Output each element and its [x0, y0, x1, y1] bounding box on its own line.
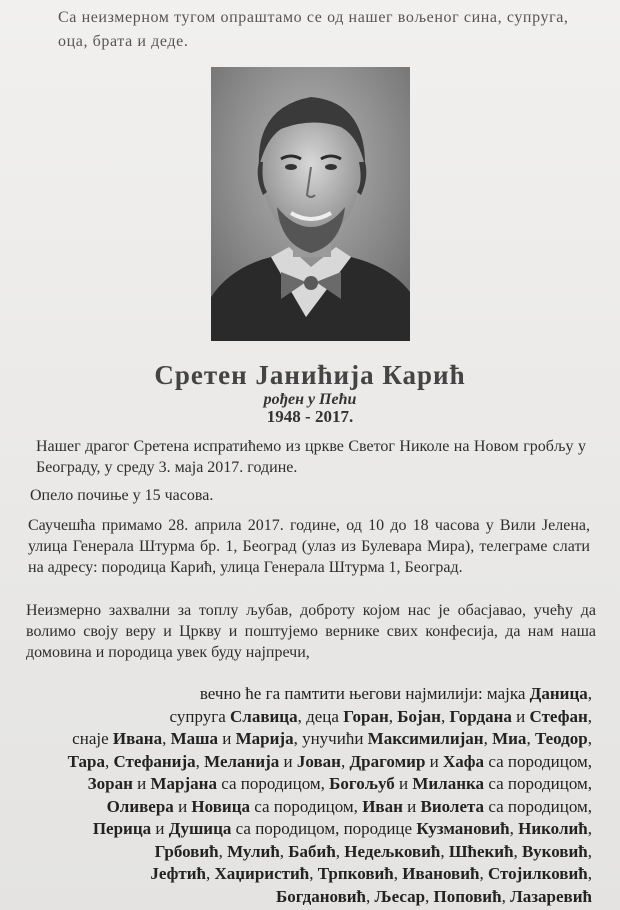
family-text: ,: [513, 841, 523, 861]
family-member-name: Иван: [362, 796, 403, 816]
family-member-name: Кузмановић: [416, 819, 510, 838]
family-text: и: [394, 774, 413, 793]
family-text: ,: [587, 841, 592, 861]
family-member-name: Лазаревић: [510, 886, 592, 906]
family-member-name: Стефанија: [113, 751, 196, 771]
family-text: ,: [587, 864, 592, 883]
family-member-name: Даница: [529, 684, 588, 703]
family-member-name: Маша: [170, 729, 218, 748]
family-text: са породицом,: [216, 774, 330, 793]
family-text: и: [173, 796, 192, 816]
family-member-name: Ивановић: [402, 864, 480, 883]
family-text: ,: [104, 751, 114, 771]
family-member-name: Бабић: [288, 841, 336, 861]
family-member-name: Мулић: [227, 841, 280, 861]
family-member-name: Драгомир: [349, 751, 426, 771]
family-text: и: [511, 706, 530, 726]
family-member-name: Јован: [296, 751, 341, 771]
family-text: ,: [501, 886, 511, 906]
family-member-name: Перица: [92, 819, 152, 838]
family-text: ,: [587, 819, 592, 838]
family-text: и: [279, 751, 297, 771]
family-text: ,: [279, 841, 289, 861]
family-member-name: Вуковић: [522, 841, 588, 861]
service-time-paragraph: Опело почиње у 15 часова.: [30, 487, 214, 504]
family-text: са породицом,: [484, 774, 592, 793]
family-member-name: Горан: [343, 706, 389, 726]
family-member-name: Максимилијан: [367, 729, 484, 748]
family-text: ,: [425, 886, 434, 906]
family-list: [14, 683, 592, 908]
family-member-name: Бојан: [397, 706, 441, 726]
family-member-name: Марија: [235, 729, 294, 748]
family-member-name: Хаџиристић: [214, 864, 310, 883]
family-line: [14, 728, 592, 751]
family-text: и: [402, 796, 421, 816]
family-text: ,: [366, 886, 375, 906]
portrait-photo: [211, 67, 410, 341]
family-text: са породицом,: [484, 751, 592, 771]
family-member-name: Зоран: [87, 774, 133, 793]
family-text: ,: [205, 864, 215, 883]
family-member-name: Богдановић: [276, 886, 367, 906]
family-member-name: Славица: [230, 706, 298, 726]
family-text: ,: [393, 864, 403, 883]
family-member-name: Богољуб: [329, 774, 395, 793]
condolences-paragraph: Саучешћа примамо 28. априла 2017. године, од 10 до 18 часова у Вили Јелена, улица Генерала Штурма бр. 1, Београд (улаз из Булевара Мира), телеграме слати на адресу: породица Карић, улица Генерала Штурма 1, Београд.: [28, 517, 590, 576]
family-text: ,: [587, 684, 592, 703]
family-text: са породицом,: [484, 796, 592, 816]
family-text: ,: [526, 729, 535, 748]
family-member-name: Стефан: [529, 706, 588, 726]
family-member-name: Новица: [191, 796, 250, 816]
family-line: [14, 683, 592, 706]
family-member-name: Поповић: [433, 886, 502, 906]
family-member-name: Марјана: [150, 774, 217, 793]
family-text: ,: [340, 751, 350, 771]
family-member-name: Стојилковић: [487, 864, 588, 883]
family-member-name: Јефтић: [150, 864, 206, 883]
family-line: [14, 841, 592, 864]
family-member-name: Меланија: [204, 751, 280, 771]
family-text: вечно ће га памтити његови најмилији: мајка: [199, 684, 530, 703]
family-text: ,: [440, 706, 450, 726]
family-text: и: [218, 729, 236, 748]
family-text: ,: [587, 729, 592, 748]
family-text: са породицом,: [250, 796, 363, 816]
intro-text: Са неизмерном тугом опраштамо се од нашег вољеног сина, супруга, оца, брата и деде.: [58, 9, 569, 50]
family-text: и: [151, 819, 169, 838]
family-line: [14, 886, 592, 909]
family-member-name: Теодор: [534, 729, 588, 748]
family-member-name: Виолета: [420, 796, 485, 816]
family-text: ,: [479, 864, 488, 883]
family-text: , унучићи: [293, 729, 368, 748]
family-text: , деца: [297, 706, 344, 726]
family-line: [14, 863, 592, 886]
family-member-name: Грбовић: [154, 841, 219, 861]
family-line: [14, 818, 592, 841]
family-text: снаје: [72, 729, 113, 748]
funeral-paragraph: Нашег драгог Сретена испратићемо из цркве Светог Николе на Новом гробљу у Београду, у среду 3. маја 2017. године.: [36, 438, 586, 476]
family-member-name: Љесар: [374, 886, 426, 906]
family-member-name: Ивана: [112, 729, 163, 748]
family-text: ,: [483, 729, 493, 748]
family-member-name: Тара: [67, 751, 105, 771]
family-line: [14, 751, 592, 774]
family-member-name: Душица: [168, 819, 232, 838]
family-member-name: Николић: [518, 819, 588, 838]
life-years: 1948 - 2017.: [266, 407, 354, 426]
gratitude-paragraph: Неизмерно захвални за топлу љубав, доброту којом нас је обасјавао, учећу да волимо своју веру и Цркву и поштујемо вернике свих конфесија, да нам наша домовина и породица увек буду најпречи,: [26, 602, 596, 661]
family-member-name: Оливера: [106, 796, 174, 816]
family-member-name: Гордана: [449, 706, 512, 726]
family-text: ,: [218, 841, 228, 861]
family-text: ,: [509, 819, 519, 838]
family-text: ,: [440, 841, 449, 861]
family-text: ,: [309, 864, 318, 883]
family-text: и: [425, 751, 444, 771]
family-text: ,: [162, 729, 171, 748]
deceased-name: Сретен Јанићија Карић: [154, 360, 466, 390]
family-text: ,: [335, 841, 345, 861]
family-text: ,: [587, 706, 592, 726]
family-member-name: Недељковић: [344, 841, 441, 861]
family-text: ,: [388, 706, 398, 726]
family-member-name: Миланка: [412, 774, 485, 793]
birthplace: рођен у Пећи: [263, 391, 357, 408]
family-text: и: [132, 774, 151, 793]
family-member-name: Шћекић: [448, 841, 514, 861]
family-line: [14, 796, 592, 819]
family-member-name: Миа: [492, 729, 527, 748]
family-text: са породицом, породице: [231, 819, 417, 838]
family-text: ,: [195, 751, 205, 771]
family-line: [14, 706, 592, 729]
family-member-name: Хафа: [443, 751, 485, 771]
family-line: [14, 773, 592, 796]
family-text: супруга: [169, 706, 230, 726]
family-member-name: Трпковић: [317, 864, 394, 883]
